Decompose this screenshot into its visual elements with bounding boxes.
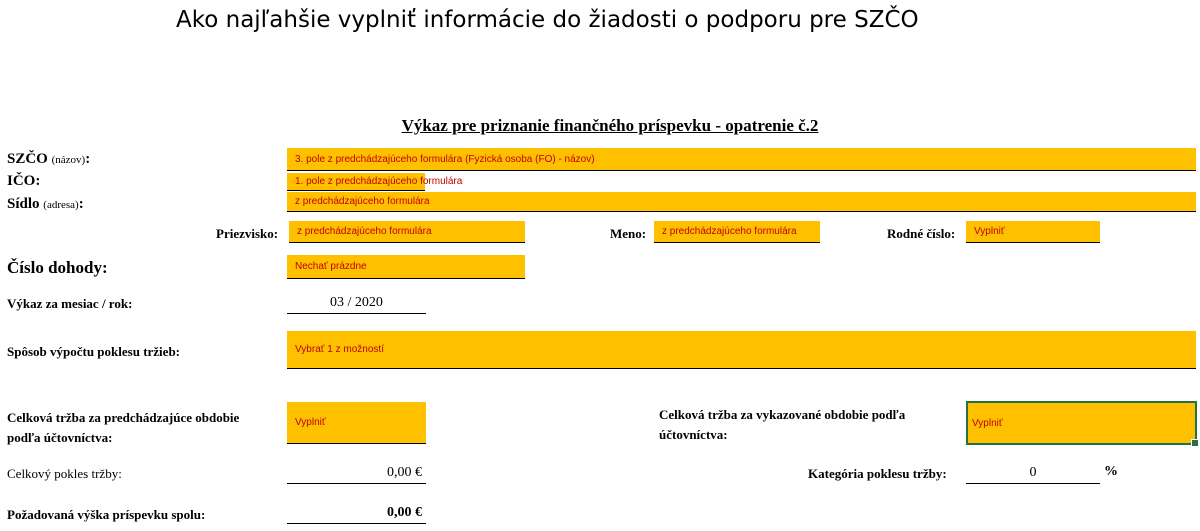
trzba-pred-label: Celková tržba za predchádzajúce obdobie podľa účtovníctva: — [7, 410, 240, 445]
trzba-pred-field[interactable]: Vyplniť — [287, 402, 426, 444]
sposob-label: Spôsob výpočtu poklesu tržieb: — [7, 344, 180, 359]
prispevok-label: Požadovaná výška príspevku spolu: — [7, 507, 206, 522]
sposob-field[interactable]: Vybrať 1 z možností — [287, 331, 1196, 369]
kategoria-label: Kategória poklesu tržby: — [808, 466, 947, 481]
szco-field[interactable]: 3. pole z predchádzajúceho formulára (Fyzická osoba (FO) - názov) — [287, 148, 1196, 171]
cislo-dohody-label: Číslo dohody: — [7, 258, 108, 277]
trzba-vyk-field[interactable]: Vyplniť — [966, 401, 1197, 445]
rodne-cislo-field[interactable]: Vyplniť — [966, 221, 1100, 243]
priezvisko-field[interactable]: z predchádzajúceho formulára — [289, 221, 525, 243]
priezvisko-label: Priezvisko: — [216, 226, 279, 241]
ico-field[interactable] — [287, 173, 463, 191]
pokles-label: Celkový pokles tržby: — [7, 466, 122, 481]
pokles-field[interactable]: 0,00 € — [287, 462, 426, 484]
prispevok-field[interactable]: 0,00 € — [287, 500, 426, 524]
kategoria-unit: % — [1104, 464, 1118, 479]
trzba-vyk-label: Celková tržba za vykazované obdobie podľa účtovníctva: — [659, 407, 906, 442]
vykaz-field[interactable]: 03 / 2020 — [287, 290, 426, 314]
meno-label: Meno: — [610, 226, 647, 241]
meno-field[interactable]: z predchádzajúceho formulára — [654, 221, 820, 243]
slide-title: Ako najľahšie vyplniť informácie do žiadosti o podporu pre SZČO — [176, 7, 919, 33]
sidlo-label: Sídlo (adresa): — [7, 196, 84, 212]
form-title: Výkaz pre priznanie finančného príspevku - opatrenie č.2 — [401, 116, 819, 135]
kategoria-field[interactable]: 0 — [966, 462, 1100, 484]
szco-label: SZČO (názov): — [7, 151, 91, 167]
cislo-dohody-field[interactable]: Nechať prázdne — [287, 255, 525, 279]
ico-value: 1. pole z predchádzajúceho formulára — [295, 176, 463, 187]
ico-label: IČO: — [7, 173, 41, 189]
sidlo-field[interactable]: z predchádzajúceho formulára — [287, 192, 1196, 212]
rodne-cislo-label: Rodné číslo: — [887, 226, 956, 241]
vykaz-label: Výkaz za mesiac / rok: — [7, 296, 133, 311]
fill-handle[interactable] — [1191, 439, 1199, 447]
